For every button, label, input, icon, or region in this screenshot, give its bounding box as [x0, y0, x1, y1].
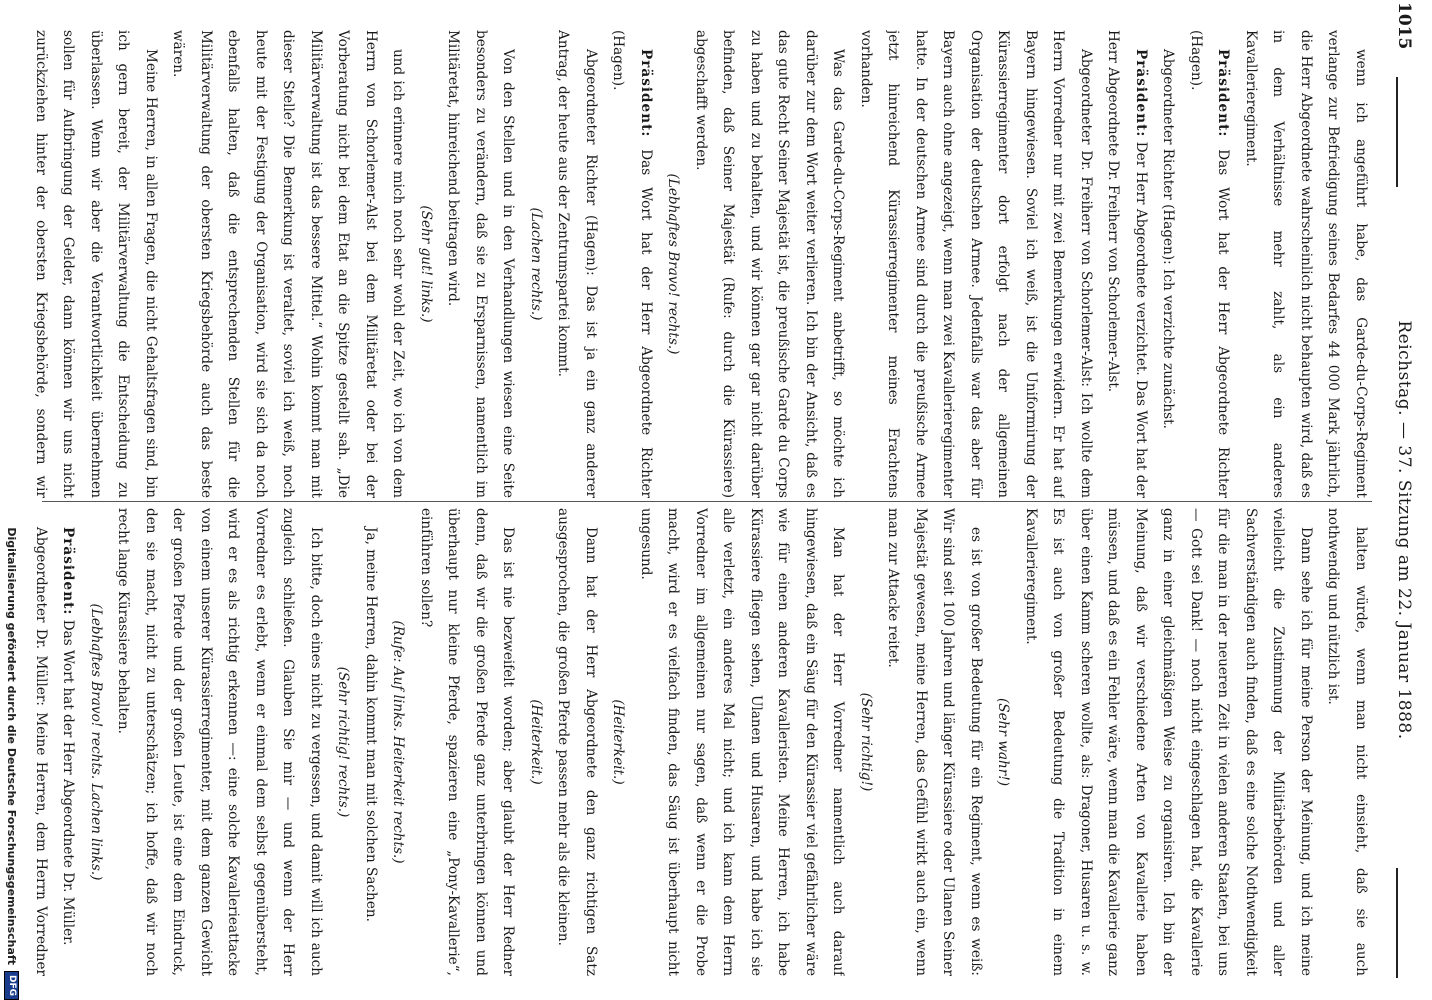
paragraph: Man hat der Herr Vorredner namentlich auch darauf hingewiesen, daß ein Säug für den Kürassier viel gefährlicher wäre wie für einen anderen Kavalleristen. Meine Herren, ich habe Kürassiere fliegen sehen, Ulanen und Husaren, und habe ich sie alle verletzt, ein anderes Mal nicht; und ich kann dem Herrn Vorredner im allgemeinen nur sagen, daß wenn er die Probe macht, wird er es vielfach finden, das Säug ist überhaupt nicht ungesund. [638, 508, 847, 976]
right-column [24, 508, 1374, 976]
paragraph: wenn ich angeführt habe, das Garde-du-Corps-Regiment verlange zur Befriedigung seines Bedarfes 44 000 Mark jährlich, die Herr Abgeordnete wahrscheinlich nicht behaupten wird, daß es in dem Verhältnisse mehr zahlt, als ein anderes Kavallerieregiment. [1243, 30, 1369, 498]
parenthetical-remark: (Lachen rechts.) [528, 207, 544, 321]
parenthetical-remark: (Sehr richtig!) [858, 692, 874, 792]
paragraph: Abgeordneter Dr. Freiherr von Schorlemer-Alst: Ich wollte dem Herrn Vorredner nur mit zwei Bemerkungen erwidern. Er hat auf Bayern hingewiesen. Soviel ich weiß, ist die Uniformirung der Kürassierregimenter dort erfolgt nach der allgemeinen Organisation der deutschen Armee. Jedenfalls war das aber für Bayern auch ohne angezeigt, wenn man zwei Kavallerieregimenter hatte. In der deutschen Armee sind durch die preußische Armee jetzt hinreichend Kürassierregimenter meines Erachtens vorhanden. [858, 30, 1094, 498]
speech-text: Das Wort hat der Herr Abgeordnete Richter (Hagen). [1188, 30, 1232, 498]
speaker-label: Präsident: [60, 527, 77, 616]
parenthetical-remark: (Sehr wahr!) [995, 698, 1012, 786]
parenthetical-remark: (Sehr richtig! rechts.) [335, 666, 352, 818]
paragraph: Abgeordneter Dr. Müller: Meine Herren, dem Herrn Vorredner [33, 527, 49, 976]
column-divider [42, 501, 1372, 502]
speech-text: Der Herr Abgeordnete verzichtet. Das Wort hat der Herr Abgeordnete Dr. Freiherr von Schorlemer-Alst. [1105, 30, 1149, 498]
page-number: 1015 [1394, 2, 1414, 50]
speaker-label: Präsident: [1215, 49, 1232, 138]
speech-text: Das Wort hat der Herr Abgeordnete Richter (Hagen). [610, 30, 654, 498]
digitization-credit [2, 0, 22, 1000]
paragraph: halten würde, wenn man nicht einsieht, daß sie auch nothwendig und nützlich ist. [1325, 508, 1369, 976]
paragraph: Dann hat der Herr Abgeordnete den ganz richtigen Satz ausgesprochen, die großen Pferde passen mehr als die kleinen. [555, 508, 599, 976]
parenthetical-remark: (Heiterkeit.) [528, 699, 544, 785]
left-column [24, 30, 1374, 498]
header-rule-left [1396, 77, 1398, 187]
parenthetical-remark: (Heiterkeit.) [610, 699, 627, 785]
running-title: Reichstag. — 37. Sitzung am 22. Januar 1888. [1394, 320, 1414, 740]
speaker-label: Präsident: [638, 49, 654, 138]
paragraph: Von den Stellen und in den Verhandlungen wiesen eine Seite besonders zu verändern, daß sie zu Ersparnissen, namentlich im Militäretat, hinreichend beitragen wird. [445, 30, 517, 498]
speaker-paragraph [54, 508, 82, 976]
paragraph: Ich bitte, doch eines nicht zu vergessen, und damit will ich auch zugleich schließen. Glauben Sie mir — und wenn der Herr Vorredner es erlebt, wenn er einmal dem selbst gegenübersteht, wird er es als richtig erkennen —: eine solche Kavallerieattacke von einem unserer Kürassierregimenter, mit dem ganzen Gewicht der großen Pferde und der großen Leute, ist eine dem Eindruck, den sie macht, nicht zu unterschätzen; ich hoffe, daß wir noch recht lange Kürassiere behalten. [115, 508, 324, 976]
credit-text: Digitalisierung gefördert durch die Deutsche Forschungsgemeinschaft [5, 527, 19, 965]
speaker-paragraph [1182, 30, 1237, 498]
speaker-paragraph [1154, 30, 1182, 498]
paragraph: Was das Garde-du-Corps-Regiment anbetrifft, so möchte ich darüber zur dem Wort weiter verlieren. Ich bin der Ansicht, daß es das gute Recht Seiner Majestät ist, die preußische Garde du Corps zu haben und zu behalten, und wir können gar gar nicht darüber befinden, daß Seiner Majestät (Rufe: durch die Kürassiere) abgeschafft werden. [693, 30, 847, 498]
speech-text: Abgeordneter Richter (Hagen): Ich verzichte zunächst. [1160, 49, 1177, 429]
paragraph: Abgeordneter Richter (Hagen): Das ist ja ein ganz anderer Antrag, der heute aus der Zentrumspartei kommt. [555, 30, 599, 498]
parenthetical-remark: (Lebhaftes Bravo! rechts. Lachen links.) [88, 603, 104, 881]
paragraph: Ja, meine Herren, dahin kommt man mit solchen Sachen. [363, 527, 379, 922]
parenthetical-remark: (Rufe: Auf links. Heiterkeit rechts.) [390, 620, 407, 864]
paragraph: es ist von großer Bedeutung für ein Regiment, wenn es weiß: Wir sind seit 100 Jahren und länger Kürassiere oder Ulanen Seiner Majestät gewesen, meine Herren, das Gefühl wirkt auch ein, wenn man zur Attacke reitet. [885, 508, 984, 976]
dfg-logo: DFG [5, 971, 20, 1000]
paragraph: und ich erinnere mich noch sehr wohl der Zeit, wo ich von dem Herrn von Schorlemer-Alst bei dem Militäretat oder bei der Vorberatung nicht bei dem Etat an die Spitze gestellt sah. „Die Militärverwaltung ist das bessere Mittel.“ Wohin kommt man mit dieser Stelle? Die Bemerkung ist veraltet, soviel ich weiß, noch heute mit der Festigung der Organisation, wird sie sich da noch ebenfalls halten, daß die entsprechenden Stellen für die Militärverwaltung der obersten Kriegsbehörde auch das beste wären. [170, 30, 407, 498]
speaker-label: Präsident: [1133, 49, 1149, 138]
header-rule-right [1396, 868, 1398, 978]
speaker-paragraph [604, 30, 659, 498]
paragraph: Dann sehe ich für meine Person der Meinung, und ich meine vielleicht die Zustimmung der Militärbehörden und aller Sachverständigen auch finden, daß es eine solche Nothwendigkeit für die man in der neueren Zeit in vielen anderen Staaten, bei uns — Gott sei Dank! — noch nicht eingeschlagen hat, die Kavallerie ganz in einer gleichmäßigen Weise zu organisiren. Ich bin der Meinung, daß wir verschiedene Arten von Kavallerie haben müssen, und daß es ein Fehler wäre, wenn man die Kavallerie ganz über einen Kamm scheren wollte, als: Dragoner, Husaren u. s. w. Es ist auch von großer Bedeutung die Tradition in einem Kavallerieregiment. [1023, 508, 1314, 976]
speaker-paragraph [1099, 30, 1154, 498]
page-header [1382, 2, 1426, 988]
paragraph: Meine Herren, in allen Fragen, die nicht Gehaltsfragen sind, bin ich gern bereit, der Militärverwaltung die Entscheidung zu überlassen. Wenn wir aber die Verantwortlichkeit übernehmen sollen für Aufbringung der Gelder, dann können wir uns nicht zurückziehen hinter der obersten Kriegsbehörde, sondern wir [33, 30, 159, 498]
speech-text: Das Wort hat der Herr Abgeordnete Dr. Müller. [60, 615, 77, 946]
parenthetical-remark: (Lebhaftes Bravo! rechts.) [665, 173, 682, 355]
parenthetical-remark: (Sehr gut! links.) [418, 205, 434, 323]
paragraph: Das ist nie bezweifelt worden; aber glaubt der Herr Redner denn, daß wir die großen Pferde ganz unterbringen können und überhaupt nur kleine Pferde, spazieren eine „Pony-Kavallerie“, einführen sollen? [418, 508, 517, 976]
